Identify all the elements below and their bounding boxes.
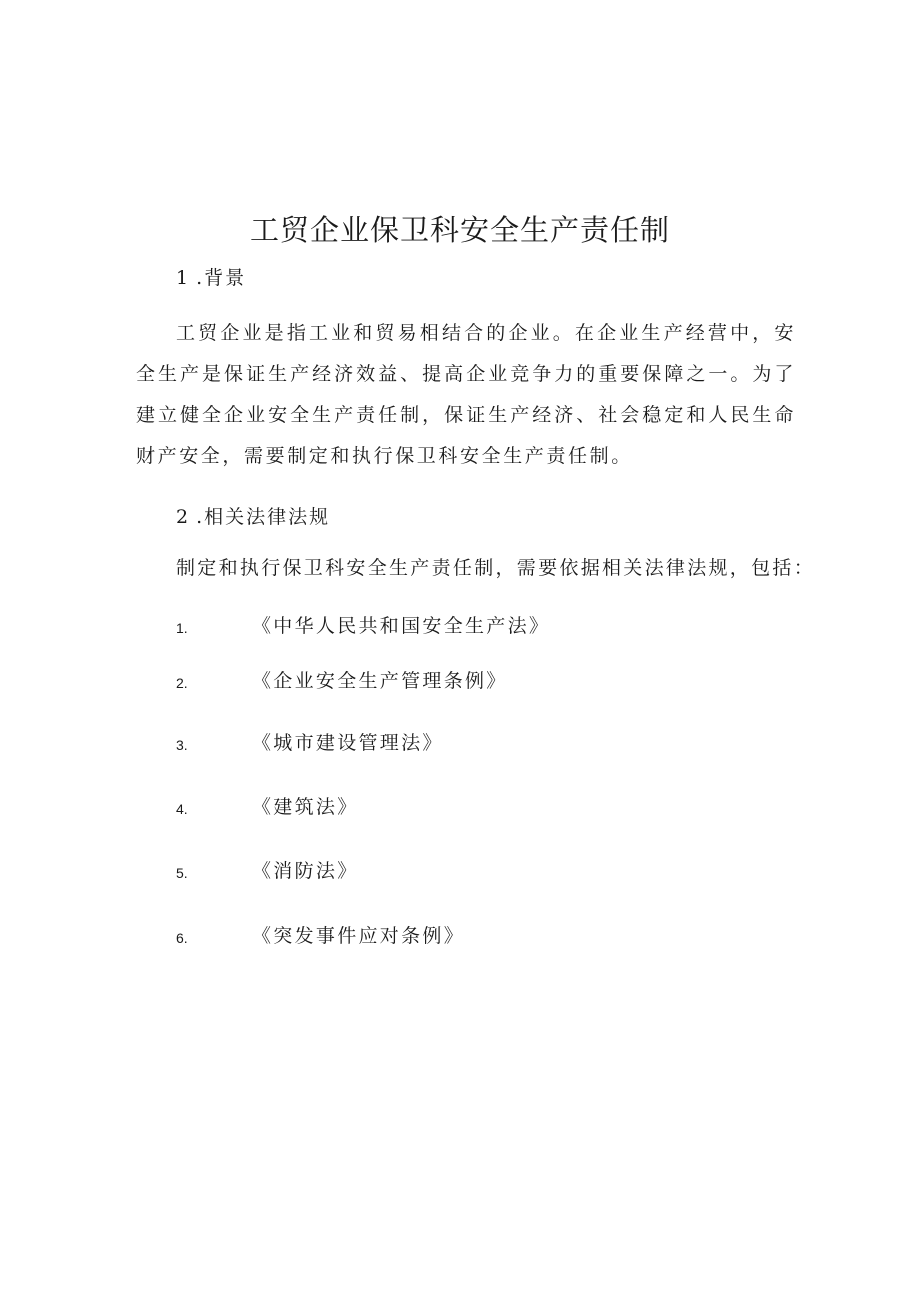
section-heading-text: .相关法律法规: [196, 506, 331, 528]
list-item: [0, 793, 700, 823]
section-heading-regulations: [176, 503, 330, 531]
section-number: 2: [176, 506, 191, 528]
list-item: [0, 922, 700, 952]
list-item-number: 2.: [176, 675, 188, 691]
document-title: 工贸企业保卫科安全生产责任制: [249, 213, 670, 247]
section-number: 1: [176, 267, 191, 289]
list-item-number: 6.: [176, 930, 188, 946]
list-item-text: 《中华人民共和国安全生产法》: [252, 615, 551, 637]
section-heading-background: [176, 264, 246, 292]
list-item-number: 5.: [176, 865, 188, 881]
list-item: [0, 729, 700, 759]
list-item: [0, 612, 700, 642]
list-item-number: 1.: [176, 620, 188, 636]
background-paragraph: 工贸企业是指工业和贸易相结合的企业。在企业生产经营中，安全生产是保证生产经济效益、提高企业竞争力的重要保障之一。为了建立健全企业安全生产责任制，保证生产经济、社会稳定和人民生命财产安全，需要制定和执行保卫科安全生产责任制。: [136, 322, 796, 467]
list-item-text: 《建筑法》: [252, 796, 359, 818]
list-item-number: 3.: [176, 737, 188, 753]
list-item-text: 《消防法》: [252, 860, 359, 882]
regulations-intro: 制定和执行保卫科安全生产责任制，需要依据相关法律法规，包括：: [176, 557, 816, 579]
list-item-text: 《企业安全生产管理条例》: [252, 670, 508, 692]
section-heading-text: .背景: [196, 267, 247, 289]
list-item: [0, 667, 700, 697]
list-item-text: 《城市建设管理法》: [252, 732, 444, 754]
list-item: [0, 857, 700, 887]
list-item-text: 《突发事件应对条例》: [252, 925, 466, 947]
list-item-number: 4.: [176, 801, 188, 817]
